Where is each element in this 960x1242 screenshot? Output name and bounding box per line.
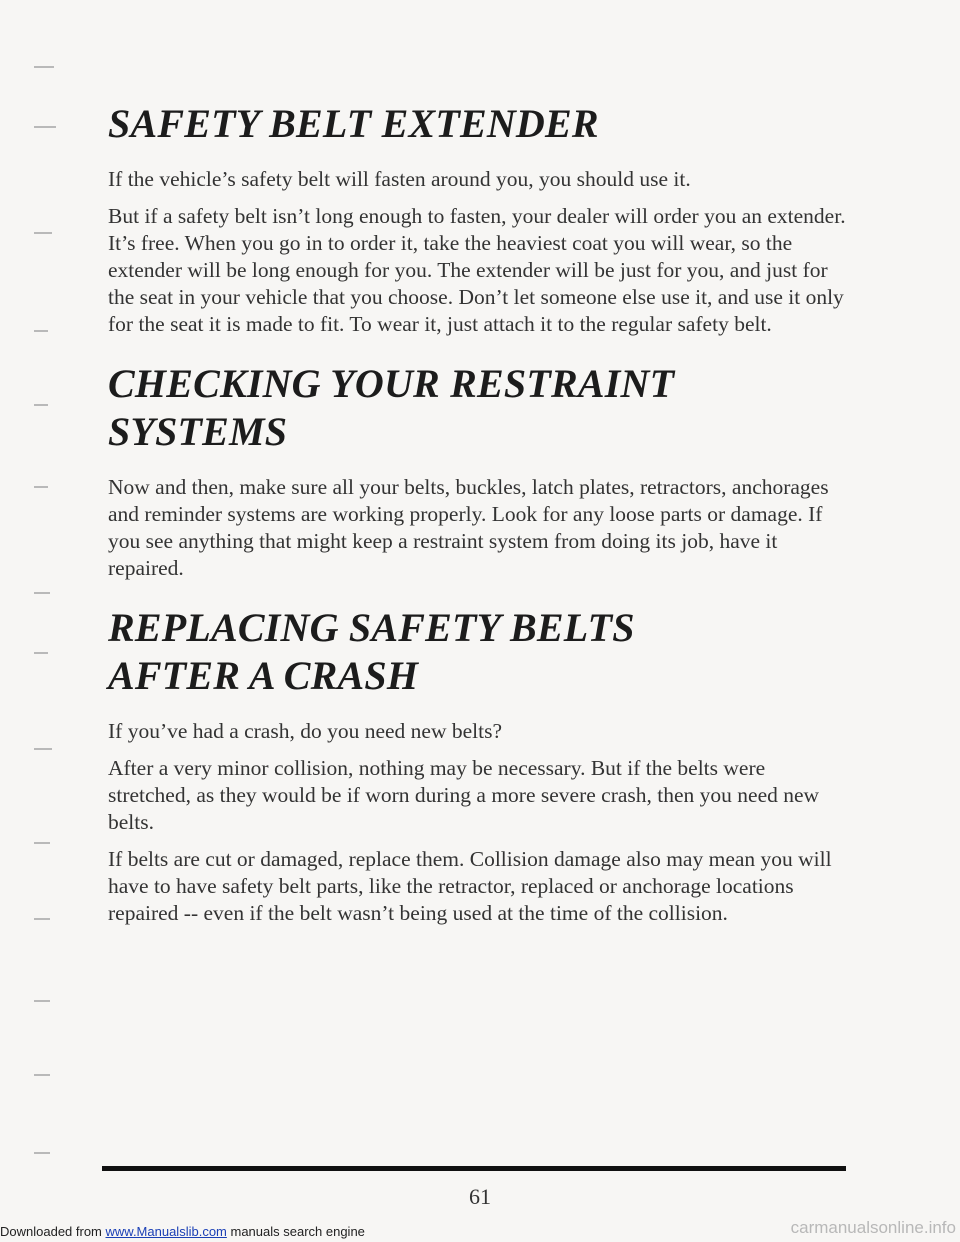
download-watermark [0, 1224, 365, 1239]
edge-mark [34, 1074, 50, 1076]
edge-mark [34, 232, 52, 234]
section-replacing-belts-after-crash [108, 604, 848, 927]
edge-mark [34, 918, 50, 920]
edge-mark [34, 652, 48, 654]
edge-mark [34, 1000, 50, 1002]
paragraph: After a very minor collision, nothing may be necessary. But if the belts were stretched, as they would be if worn during a more severe crash, then you need new belts. [108, 756, 820, 834]
edge-mark [34, 842, 50, 844]
watermark-suffix: manuals search engine [226, 1224, 365, 1239]
edge-mark [34, 486, 48, 488]
edge-mark [34, 1152, 50, 1154]
section-safety-belt-extender [108, 100, 848, 338]
edge-mark [34, 404, 48, 406]
paragraph: If belts are cut or damaged, replace them. Collision damage also may mean you will have to have safety belt parts, like the retractor, replaced or anchorage locations repaired -- even if the belt wasn’t being used at the time of the collision. [108, 847, 832, 925]
site-watermark: carmanualsonline.info [790, 1218, 956, 1237]
paragraph: But if a safety belt isn’t long enough to fasten, your dealer will order you an extender. It’s free. When you go in to order it, take the heaviest coat you will wear, so the extender will be long enough for you. The extender will be just for you, and just for the seat in your vehicle that you choose. Don’t let someone else use it, and use it only for the seat it is made to fit. To wear it, just attach it to the regular safety belt. [108, 204, 846, 336]
watermark-prefix: Downloaded from [0, 1224, 106, 1239]
page-content [108, 100, 848, 949]
section-checking-restraint-systems [108, 360, 848, 582]
edge-mark [34, 66, 54, 68]
manualslib-link[interactable]: www.Manualslib.com [105, 1224, 227, 1239]
paragraph: If the vehicle’s safety belt will fasten around you, you should use it. [108, 167, 691, 191]
edge-mark [34, 748, 52, 750]
paragraph: If you’ve had a crash, do you need new belts? [108, 719, 503, 743]
page-number: 61 [469, 1184, 491, 1209]
footer-rule [102, 1166, 846, 1171]
edge-mark [34, 592, 50, 594]
section-heading: CHECKING YOUR RESTRAINT SYSTEMS [108, 361, 675, 454]
edge-mark [34, 330, 48, 332]
section-heading: SAFETY BELT EXTENDER [108, 101, 599, 146]
edge-mark [34, 126, 56, 128]
paragraph: Now and then, make sure all your belts, buckles, latch plates, retractors, anchorages and reminder systems are working properly. Look for any loose parts or damage. If you see anything that might keep a restraint system from doing its job, have it repaired. [108, 475, 829, 580]
section-heading: REPLACING SAFETY BELTS AFTER A CRASH [108, 605, 635, 698]
